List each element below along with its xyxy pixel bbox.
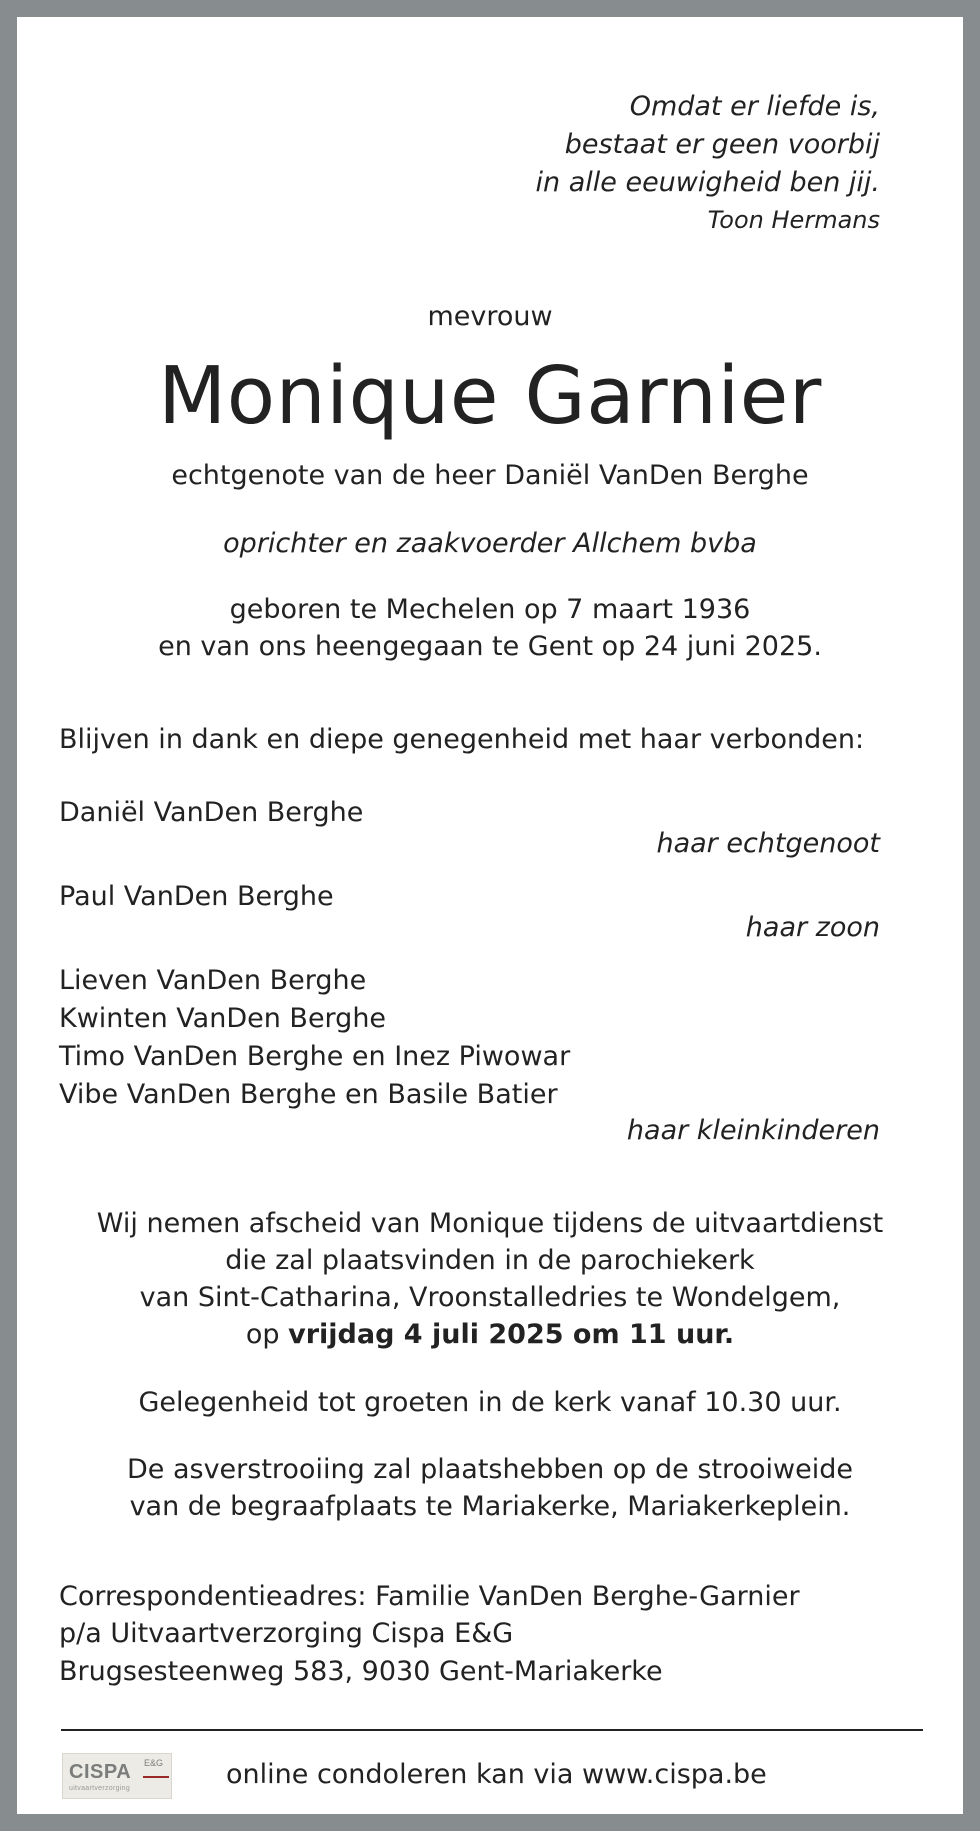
relation-label: haar echtgenoot xyxy=(656,828,880,859)
family-member: Vibe VanDen Berghe en Basile Batier xyxy=(59,1079,558,1110)
quote-author: Toon Hermans xyxy=(707,206,880,234)
relation-label: haar kleinkinderen xyxy=(626,1115,880,1146)
relation-label: haar zoon xyxy=(745,912,880,943)
logo-word: CISPA xyxy=(69,1761,132,1783)
correspondence-line: Correspondentieadres: Familie VanDen Berghe-Garnier xyxy=(59,1581,800,1612)
family-member: Daniël VanDen Berghe xyxy=(59,797,364,828)
death-line: en van ons heengegaan te Gent op 24 juni 2025. xyxy=(158,631,822,662)
logo-accent-bar xyxy=(143,1776,169,1778)
family-member: Lieven VanDen Berghe xyxy=(59,965,367,996)
service-date: vrijdag 4 juli 2025 om 11 uur. xyxy=(288,1319,735,1350)
service-line: die zal plaatsvinden in de parochiekerk xyxy=(225,1245,755,1276)
service-line: van Sint-Catharina, Vroonstalledries te Wondelgem, xyxy=(139,1282,841,1313)
greeting-line: Gelegenheid tot groeten in de kerk vanaf 10.30 uur. xyxy=(138,1387,842,1418)
family-member: Timo VanDen Berghe en Inez Piwowar xyxy=(59,1041,571,1072)
service-line: Wij nemen afscheid van Monique tijdens de uitvaartdienst xyxy=(96,1208,884,1239)
service-date-prefix: op xyxy=(245,1319,289,1350)
quote-line: in alle eeuwigheid ben jij. xyxy=(535,167,880,198)
spouse-line: echtgenote van de heer Daniël VanDen Berghe xyxy=(171,460,809,491)
service-date-line xyxy=(0,1316,980,1354)
birth-line: geboren te Mechelen op 7 maart 1936 xyxy=(229,594,751,625)
logo-subtitle: uitvaartverzorging xyxy=(69,1785,131,1792)
honorific: mevrouw xyxy=(427,301,553,332)
ashes-line: van de begraafplaats te Mariakerke, Mariakerkeplein. xyxy=(129,1491,851,1522)
occupation-line: oprichter en zaakvoerder Allchem bvba xyxy=(223,528,757,559)
family-intro: Blijven in dank en diepe genegenheid met haar verbonden: xyxy=(59,724,865,755)
quote-block xyxy=(280,88,880,236)
logo-superscript: E&G xyxy=(144,1758,164,1768)
deceased-name: Monique Garnier xyxy=(158,350,822,442)
condolence-link-text[interactable]: online condoleren kan via www.cispa.be xyxy=(226,1759,767,1790)
quote-line: Omdat er liefde is, xyxy=(629,91,880,122)
ashes-line: De asverstrooiing zal plaatshebben op de strooiweide xyxy=(126,1454,854,1485)
cispa-logo xyxy=(62,1753,172,1799)
quote-line: bestaat er geen voorbij xyxy=(564,129,880,160)
correspondence-line: Brugsesteenweg 583, 9030 Gent-Mariakerke xyxy=(59,1656,663,1687)
correspondence-line: p/a Uitvaartverzorging Cispa E&G xyxy=(59,1618,514,1649)
family-member: Paul VanDen Berghe xyxy=(59,881,334,912)
family-member: Kwinten VanDen Berghe xyxy=(59,1003,387,1034)
footer-divider xyxy=(61,1729,923,1731)
